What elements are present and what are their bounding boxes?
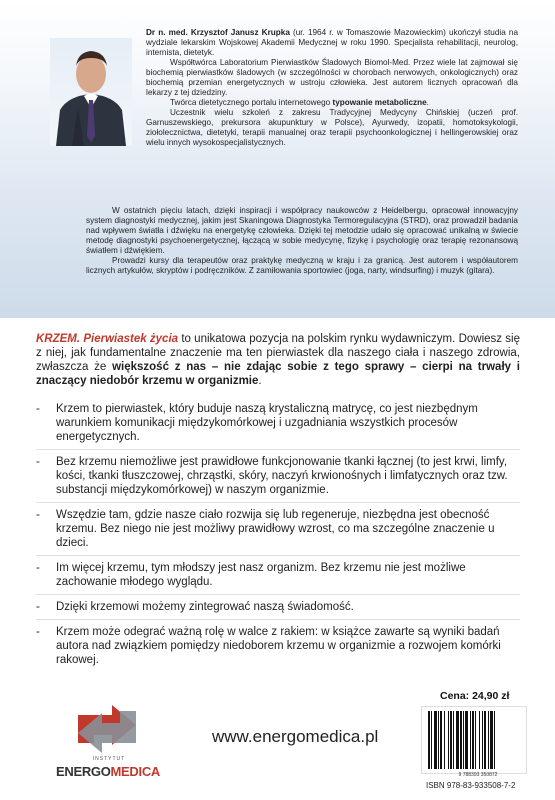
barcode-bar <box>448 711 449 769</box>
barcode-bar <box>434 711 437 769</box>
author-bio-text-6: Prowadzi kursy dla terapeutów oraz praktykę medyczną w kraju i za granicą. Jest autorem i współautorem licznych artykułów, skryptów i podręczników. Z zamiłowania sportowiec (joga, narty, windsurfing) i muzyk (gitara). <box>86 256 518 275</box>
bullet-dash: - <box>36 626 40 638</box>
blurb-text-2: . <box>258 375 262 387</box>
blurb-text-1: to unikatowa pozycja na polskim rynku wydawniczym. Dowiesz się z niej, jak fundamentalne znaczenie ma ten pierwiastek dla naszego ciała i naszego zdrowia, zwłaszcza że <box>36 333 520 373</box>
author-bio-text-3c: . <box>426 98 429 107</box>
blurb-lead: KRZEM. Pierwiastek życia <box>36 333 179 345</box>
publisher-name <box>44 764 172 779</box>
bullet-text: Dzięki krzemowi możemy zintegrować naszą świadomość. <box>56 601 354 613</box>
bullet-list <box>36 402 520 677</box>
author-paragraph-1 <box>146 28 518 58</box>
barcode-bar <box>484 711 486 769</box>
barcode-bar <box>470 711 471 769</box>
author-bio-text-5: W ostatnich pięciu latach, dzięki inspiracji i współpracy naukowców z Heidelbergu, opracował innowacyjny system diagnostyki medycznej, jakim jest Skaningowa Diagnostyka Termoregulacyjna (STRD), oraz prowadził badania nad wpływem światła i dźwięku na energetykę człowieka. Dzięki tej metodzie udało się opracować unikalną w świecie metodę diagnostyki psychoenergetycznej, łączącą w sobie medycynę, fizykę i psychologię oraz terapię rezonansową światłem i dźwiękiem. <box>86 206 518 255</box>
author-bio-text-3b: typowanie metaboliczne <box>332 98 427 107</box>
barcode-bar <box>428 711 430 769</box>
barcode-bar <box>494 711 495 769</box>
book-blurb <box>36 332 520 388</box>
bullet-dash: - <box>36 403 40 415</box>
barcode-bar <box>472 711 474 769</box>
blurb-bold: większość z nas – nie zdając sobie z tego sprawy – cierpi na trwały i znaczący niedobór krzemu w organizmie <box>36 361 521 387</box>
list-item <box>36 455 520 503</box>
barcode-bar <box>431 711 432 769</box>
barcode-bar <box>475 711 476 769</box>
barcode-digits: 9 788393 350872 <box>458 772 498 778</box>
bullet-dash: - <box>36 562 40 574</box>
bullet-dash: - <box>36 456 40 468</box>
list-item <box>36 625 520 672</box>
author-bio-top <box>146 28 518 148</box>
barcode-bar <box>465 711 468 769</box>
barcode-bar <box>456 711 459 769</box>
barcode <box>421 706 527 774</box>
bullet-text: Krzem może odegrać ważną rolę w walce z rakiem: w książce zawarte są wyniki badań autora nad związkiem pomiędzy niedoborem krzemu w organizmie a rozwojem komórki rakowej. <box>56 626 501 666</box>
publisher-institute-label: INSTYTUT <box>92 756 126 762</box>
list-item <box>36 561 520 595</box>
author-bio-bottom <box>86 206 518 276</box>
bullet-dash: - <box>36 509 40 521</box>
bullet-dash: - <box>36 601 40 613</box>
isbn-label: ISBN 978-83-933508-7-2 <box>426 781 516 790</box>
publisher-name-a: ENERGO <box>55 764 111 779</box>
list-item <box>36 600 520 620</box>
author-bio-text-4: Uczestnik wielu szkoleń z zakresu Tradycyjnej Medycyny Chińskiej (uczeń prof. Garnuszewskiego, prekursora akupunktury w Polsce), Ayurwedy, izopatii, homotoksykologii, ziołolecznictwa, dietetyki, terapii manualnej oraz terapii psychoonkologicznej i hellingerowskiej oraz wielu innych wysokospecjalistycznych. <box>146 108 518 147</box>
author-bio-text-1: (ur. 1964 r. w Tomaszowie Mazowieckim) ukończył studia na wydziale lekarskim Wojskowej Akademii Medycznej w roku 1990. Specjalista rehabilitacji, neurolog, internista, dietetyk. <box>146 28 518 57</box>
author-bio-text-3a: Twórca dietetycznego portalu internetowego <box>170 98 333 107</box>
list-item <box>36 508 520 556</box>
barcode-icon <box>422 707 526 773</box>
bullet-text: Im więcej krzemu, tym młodszy jest nasz organizm. Bez krzemu nie jest możliwe zachowanie młodego wyglądu. <box>56 562 466 588</box>
bullet-text: Wszędzie tam, gdzie nasze ciało rozwija się lub regeneruje, niezbędna jest obecność krzemu. Bez niego nie jest możliwy prawidłowy wzrost, co ma szczególne znaczenie u dzieci. <box>56 509 495 549</box>
author-paragraph-3 <box>146 98 518 108</box>
barcode-bar <box>463 711 464 769</box>
bullet-text: Bez krzemu niemożliwe jest prawidłowe funkcjonowanie tkanki łącznej (to jest krwi, limfy, kości, tkanki tłuszczowej, chrząstki, skóry, naczyń krwionośnych i limfatycznych oraz tzw. substancji międzykomórkowej) w naszym organizmie. <box>56 456 508 496</box>
author-name: Dr n. med. Krzysztof Janusz Krupka <box>146 28 290 37</box>
list-item <box>36 402 520 450</box>
barcode-bar <box>490 711 493 769</box>
barcode-bar <box>482 711 483 769</box>
barcode-bar <box>438 711 439 769</box>
price-label: Cena: 24,90 zł <box>440 690 510 702</box>
barcode-bar <box>460 711 462 769</box>
barcode-bar <box>488 711 489 769</box>
barcode-bar <box>450 711 452 769</box>
blurb-paragraph <box>36 332 520 388</box>
barcode-bar <box>479 711 480 769</box>
publisher-name-b: MEDICA <box>110 764 161 779</box>
website-url[interactable]: www.energomedica.pl <box>212 727 379 746</box>
bullet-text: Krzem to pierwiastek, który buduje naszą krystaliczną matrycę, co jest niezbędnym warunkiem komunikacji międzykomórkowej i uzgadniania wszystkich procesów energetycznych. <box>56 403 478 443</box>
author-photo <box>50 38 132 146</box>
author-bio-text-2: Współtwórca Laboratorium Pierwiastków Śladowych Biomol-Med. Przez wiele lat zajmował się biochemią pierwiastków śladowych (w szczególności w chorobach nerwowych, onkologicznych) oraz biochemią przemian energetycznych w ustroju człowieka. Jest autorem licznych opracowań dla lekarzy z tej dziedziny. <box>146 58 518 97</box>
barcode-bar <box>444 711 445 769</box>
barcode-bar <box>440 711 442 769</box>
barcode-bar <box>453 711 454 769</box>
